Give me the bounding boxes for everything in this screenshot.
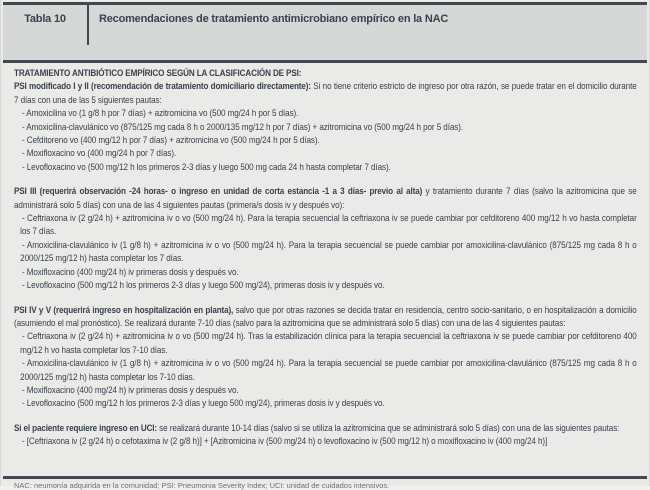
table-title: Recomendaciones de tratamiento antimicrobiano empírico en la NAC (99, 13, 449, 25)
bullet-item: - Amoxicilina-clavulánico iv (1 g/8 h) + azitromicina iv o vo (500 mg/24 h). Para la terapia secuencial se puede cambiar por amoxicilina-clavulánico (875/125 mg cada 8 h o 2000/125 mg/12 h) hasta completar los 7 días. (20, 239, 637, 264)
footnote-clipped: NAC: neumonía adquirida en la comunidad; PSI: Pneumonia Severity Index; UCI: unidad de cuidados intensivos. (14, 481, 390, 490)
section-paragraph: PSI modificado I y II (recomendación de tratamiento domiciliario directamente): Si no tiene criterio estricto de ingreso por otra razón, se puede tratar en el domicilio durante 7 días con una de las 5 siguientes pautas: (14, 81, 637, 105)
bullet-item: - Ceftriaxona iv (2 g/24 h) + azitromicina iv o vo (500 mg/24 h). Tras la estabilización clínica para la terapia secuencial la ceftriaxona iv se puede cambiar por cefditoreno 400 mg/12 h vo hasta completar los 7-10 días. (20, 331, 637, 355)
section-paragraph: PSI IV y V (requerirá ingreso en hospitalización en planta), salvo que por otras razones se decida tratar en residencia, centro socio-sanitario, o en hospitalización a domicilio (asumiendo el mal pronóstico). Se realizará durante 7-10 días (salvo para la azitromicina que se administrará solo 5 días) con una de las 4 siguientes pautas: (14, 304, 637, 328)
bullet-item: - Amoxicilina-clavulánico iv (1 g/8 h) + azitromicina iv o vo (500 mg/24 h). Para la terapia secuencial se puede cambiar por amoxicilina-clavulánico (875/125 mg cada 8 h o 2000/125 mg/12 h) hasta completar los 7-10 días. (20, 358, 637, 382)
paragraph-lead: PSI III (requerirá observación -24 horas- o ingreso en unidad de corta estancia -1 a 3 días- previo al alta) (14, 186, 423, 197)
header-divider (87, 5, 89, 45)
bullet-item: - Moxifloxacino vo (400 mg/24 h por 7 días). (21, 148, 177, 159)
paragraph-lead: PSI modificado I y II (recomendación de tratamiento domiciliario directamente): (14, 81, 311, 92)
paragraph-lead: PSI IV y V (requerirá ingreso en hospitalización en planta), (14, 304, 234, 315)
bullet-item: - Moxifloxacino (400 mg/24 h) iv primeras dosis y después vo. (21, 266, 239, 277)
bullet-item: - Ceftriaxona iv (2 g/24 h) + azitromicina iv o vo (500 mg/24 h). Para la terapia secuencial la ceftriaxona iv se puede cambiar por cefditoreno 400 mg/12 h vo hasta completar los 7 días. (20, 213, 637, 237)
section-paragraph: Si el paciente requiere ingreso en UCI: se realizará durante 10-14 días (salvo si se utiliza la azitromicina que se administrará solo 5 días) con una de las siguientes pautas: (14, 422, 620, 433)
bullet-item: - [Ceftriaxona iv (2 g/24 h) o cefotaxima iv (2 g/8 h)] + [Azitromicina iv (500 mg/24 h) o levofloxacino iv (500 mg/12 h) o moxifloxacino iv (400 mg/24 h)] (21, 436, 548, 447)
table-header (3, 5, 647, 60)
bullet-item: - Cefditoreno vo (400 mg/12 h por 7 días) + azitromicina vo (500 mg/24 h por 5 días). (21, 135, 320, 146)
section-heading (14, 67, 637, 80)
bullet-item: - Levofloxacino (500 mg/12 h los primeros 2-3 días y luego 500 mg/24), primeras dosis iv y después vo. (21, 398, 385, 409)
bullet-item: - Moxifloxacino (400 mg/24 h) iv primeras dosis y después vo. (21, 384, 239, 395)
table-body-text (14, 67, 637, 449)
section-paragraph: PSI III (requerirá observación -24 horas- o ingreso en unidad de corta estancia -1 a 3 días- previo al alta) y tratamiento durante 7 días (salvo la azitromicina que se administrará solo 5 días) con una de las 4 siguientes pautas (primera/s dosis iv y después vo): (14, 186, 637, 210)
table-bottom-rule (3, 476, 647, 479)
bullet-item: - Levofloxacino vo (500 mg/12 h los primeros 2-3 días y luego 500 mg cada 24 h hasta completar 7 días). (21, 161, 391, 172)
bullet-item: - Amoxicilina-clavulánico vo (875/125 mg cada 8 h o 2000/135 mg/12 h por 7 días) + azitromicina vo (500 mg/24 h por 5 días). (21, 121, 464, 132)
paragraph-lead: TRATAMIENTO ANTIBIÓTICO EMPÍRICO SEGÚN LA CLASIFICACIÓN DE PSI: (14, 68, 302, 78)
bullet-item: - Levofloxacino (500 mg/12 h los primeros 2-3 días y luego 500 mg/24), primeras dosis iv y después vo. (21, 280, 385, 291)
paragraph-lead: Si el paciente requiere ingreso en UCI: (14, 422, 158, 433)
table-label: Tabla 10 (24, 13, 66, 25)
bullet-item: - Amoxicilina vo (1 g/8 h por 7 días) + azitromicina vo (500 mg/24 h por 5 días). (21, 108, 299, 119)
header-bottom-rule (3, 60, 647, 63)
table-label-cell (3, 5, 87, 60)
